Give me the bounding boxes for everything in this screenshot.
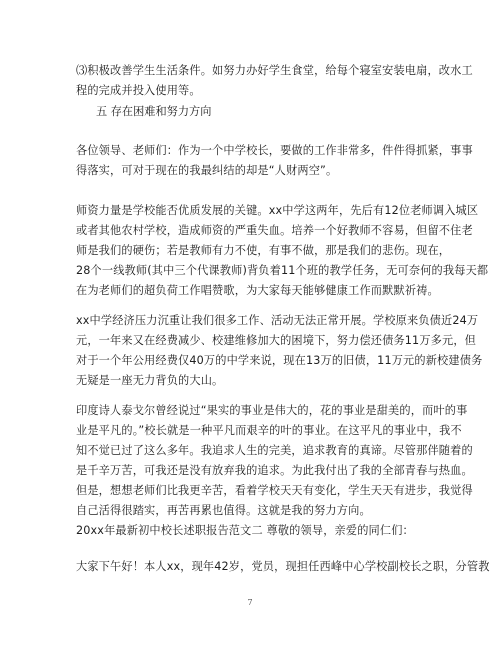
text-line: xx中学经济压力沉重让我们很多工作、活动无法正常开展。学校原来负债近24万	[76, 314, 479, 327]
text-line: 大家下午好！本人xx，现年42岁，党员，现担任西峰中心学校副校长之职，分管教	[76, 560, 490, 573]
text-line: 知不觉已过了这么多年。我追求人生的完美，追求教育的真谛。尽管那伴随着的	[76, 444, 473, 457]
text-line: 是千辛万苦，可我还是没有放弃我的追求。为此我付出了我的全部青春与热血。	[76, 464, 473, 477]
text-line: 在为老师们的超负荷工作唱赞歌，为大家每天能够健康工作而默默祈祷。	[76, 284, 439, 297]
page-number: 7	[247, 598, 253, 607]
text-line: 但是，想想老师们比我更辛苦，看着学校天天有变化，学生天天有进步，我觉得	[76, 484, 473, 497]
text-line: 印度诗人泰戈尔曾经说过“果实的事业是伟大的，花的事业是甜美的，而叶的事	[76, 404, 468, 417]
text-line: 师资力量是学校能否优质发展的关键。xx中学这两年，先后有12位老师调入城区	[76, 204, 479, 217]
paragraph-finance	[76, 311, 483, 391]
text-line: 师是我们的硬伤；若是教师有力不使，有事不做，那是我们的悲伤。现在，	[76, 244, 451, 257]
text-line: 得落实，可对于现在的我最纠结的却是“人财两空”。	[76, 164, 338, 177]
text-line: 28个一线教师(其中三个代课教师)背负着11个班的教学任务，无可奈何的我每天都	[76, 264, 489, 277]
text-line: 元，一年来又在经费减少、校建维修加大的困境下，努力偿还债务11万多元，但	[76, 334, 477, 347]
paragraph-address	[76, 141, 473, 181]
paragraph-self-intro	[76, 557, 490, 577]
text-line: 程的完成并投入使用等。	[76, 84, 201, 97]
paragraph-living-conditions	[76, 61, 473, 101]
text-line: 无疑是一座无力背负的大山。	[76, 374, 224, 387]
paragraph-tagore	[76, 401, 473, 541]
text-line: 或者其他农村学校，造成师资的严重失血。培养一个好教师不容易，但留不住老	[76, 224, 473, 237]
paragraph-teachers	[76, 201, 489, 301]
text-line: 20xx年最新初中校长述职报告范文二 尊敬的领导，亲爱的同仁们：	[76, 524, 414, 537]
text-line: 业是平凡的。”校长就是一种平凡而艰辛的叶的事业。在这平凡的事业中，我不	[76, 424, 462, 437]
text-line: ⑶积极改善学生生活条件。如努力办好学生食堂，给每个寝室安装电扇，改水工	[76, 64, 473, 77]
text-line: 各位领导、老师们：作为一个中学校长，要做的工作非常多，件件得抓紧，事事	[76, 144, 473, 157]
section-heading: 五 存在困难和努力方向	[96, 105, 212, 118]
text-line: 自己活得很踏实，再苦再累也值得。这就是我的努力方向。	[76, 504, 371, 517]
text-line: 对于一个年公用经费仅40万的中学来说，现在13万的旧债，11万元的新校建债务	[76, 354, 483, 367]
